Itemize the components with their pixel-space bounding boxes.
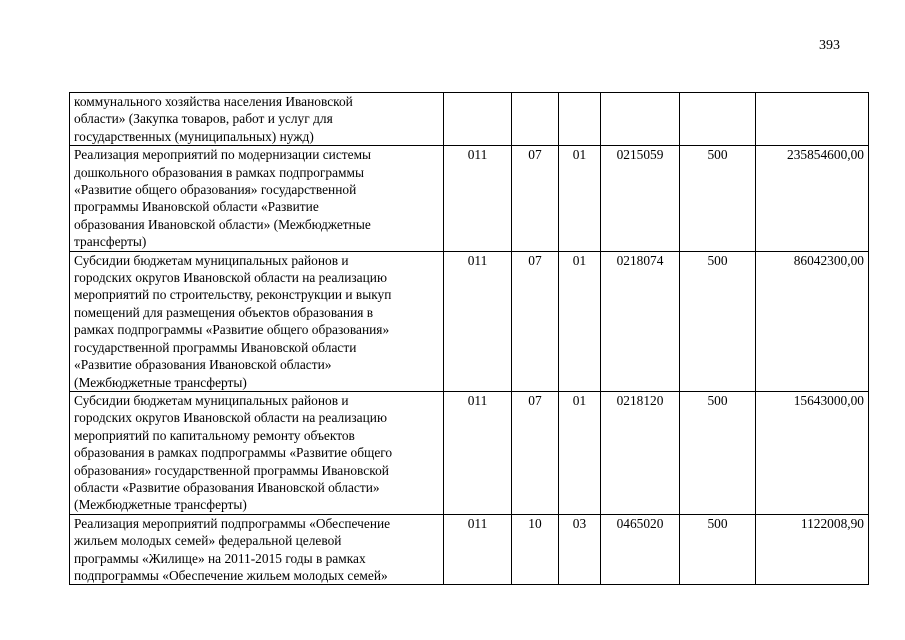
row-section-code: 07: [512, 251, 559, 391]
row-description: Субсидии бюджетам муниципальных районов и городских округов Ивановской области на реализацию мероприятий по капитальному ремонту объектов образования в рамках подпрограммы «Развитие общего образования» государственной программы Ивановской области «Развитие образования Ивановской области» (Межбюджетные трансферты): [70, 391, 444, 514]
row-ministry-code: [444, 93, 512, 146]
row-description: Реализация мероприятий подпрограммы «Обеспечение жильем молодых семей» федеральной целевой программы «Жилище» на 2011-2015 годы в рамках подпрограммы «Обеспечение жильем молодых семей»: [70, 514, 444, 585]
row-section-code: 07: [512, 391, 559, 514]
row-subsection-code: 01: [559, 391, 601, 514]
row-ministry-code: 011: [444, 514, 512, 585]
row-target-article: 0215059: [601, 146, 680, 251]
row-description: Реализация мероприятий по модернизации системы дошкольного образования в рамках подпрограммы «Развитие общего образования» государственной программы Ивановской области «Развитие образования Ивановской области» (Межбюджетные трансферты): [70, 146, 444, 251]
table-row: [70, 391, 869, 514]
row-target-article: 0465020: [601, 514, 680, 585]
row-subsection-code: 01: [559, 146, 601, 251]
row-section-code: 10: [512, 514, 559, 585]
row-expense-type: 500: [680, 514, 756, 585]
row-amount: 15643000,00: [756, 391, 869, 514]
table-row: [70, 146, 869, 251]
page-number: 393: [819, 38, 840, 53]
table-row: [70, 251, 869, 391]
row-amount: 1122008,90: [756, 514, 869, 585]
row-expense-type: 500: [680, 146, 756, 251]
table-row: [70, 93, 869, 146]
row-expense-type: 500: [680, 391, 756, 514]
table-row: [70, 514, 869, 585]
row-section-code: [512, 93, 559, 146]
row-subsection-code: 01: [559, 251, 601, 391]
row-section-code: 07: [512, 146, 559, 251]
row-amount: 235854600,00: [756, 146, 869, 251]
row-description: коммунального хозяйства населения Ивановской области» (Закупка товаров, работ и услуг для государственных (муниципальных) нужд): [70, 93, 444, 146]
row-target-article: [601, 93, 680, 146]
row-subsection-code: 03: [559, 514, 601, 585]
row-ministry-code: 011: [444, 146, 512, 251]
budget-table: [69, 92, 869, 585]
row-expense-type: [680, 93, 756, 146]
row-target-article: 0218074: [601, 251, 680, 391]
row-amount: [756, 93, 869, 146]
row-ministry-code: 011: [444, 251, 512, 391]
row-target-article: 0218120: [601, 391, 680, 514]
row-amount: 86042300,00: [756, 251, 869, 391]
row-description: Субсидии бюджетам муниципальных районов и городских округов Ивановской области на реализацию мероприятий по строительству, реконструкции и выкуп помещений для размещения объектов образования в рамках подпрограммы «Развитие общего образования» государственной программы Ивановской области «Развитие образования Ивановской области» (Межбюджетные трансферты): [70, 251, 444, 391]
row-subsection-code: [559, 93, 601, 146]
row-ministry-code: 011: [444, 391, 512, 514]
row-expense-type: 500: [680, 251, 756, 391]
